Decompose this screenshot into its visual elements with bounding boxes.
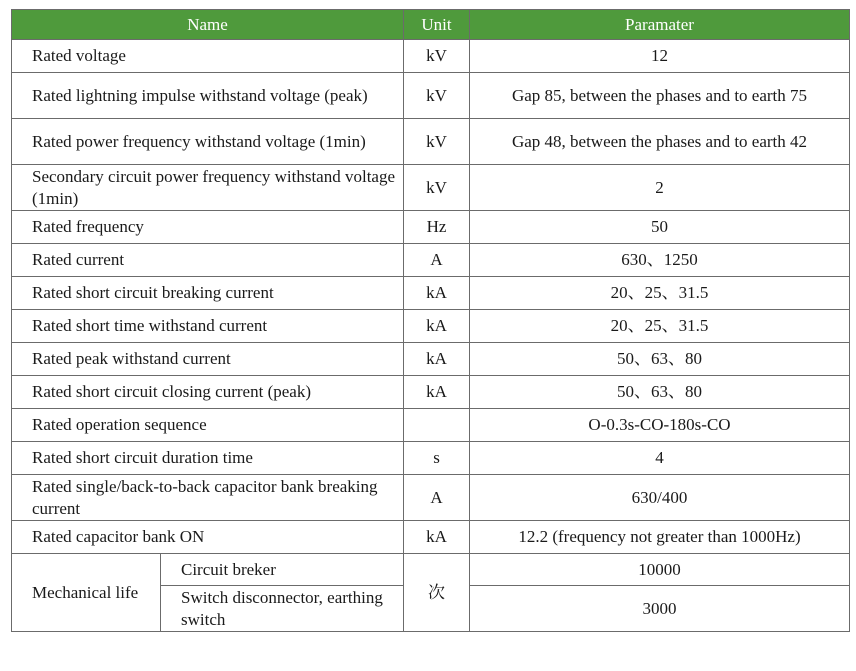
row-unit: Hz	[404, 211, 470, 244]
row-name: Rated lightning impulse withstand voltage (peak)	[12, 73, 404, 119]
table-row	[12, 475, 850, 521]
sub-item-name: Circuit breker	[161, 554, 404, 586]
row-value: 12	[470, 40, 850, 73]
row-name: Rated single/back-to-back capacitor bank breaking current	[12, 475, 404, 521]
row-name: Rated short circuit duration time	[12, 442, 404, 475]
row-unit: A	[404, 244, 470, 277]
table-row	[12, 211, 850, 244]
table-row	[12, 343, 850, 376]
row-value: 50、63、80	[470, 343, 850, 376]
row-unit: kA	[404, 277, 470, 310]
table-row	[12, 277, 850, 310]
row-name: Rated peak withstand current	[12, 343, 404, 376]
row-unit: kV	[404, 73, 470, 119]
sub-item-value: 3000	[470, 586, 850, 632]
row-value: 2	[470, 165, 850, 211]
mechanical-life-row	[12, 554, 850, 586]
row-value: 630/400	[470, 475, 850, 521]
row-value: 20、25、31.5	[470, 310, 850, 343]
row-unit: kV	[404, 119, 470, 165]
row-value: 4	[470, 442, 850, 475]
sub-item-name: Switch disconnector, earthing switch	[161, 586, 404, 632]
sub-item-value: 10000	[470, 554, 850, 586]
row-value: 20、25、31.5	[470, 277, 850, 310]
table-row	[12, 521, 850, 554]
row-value: O-0.3s-CO-180s-CO	[470, 409, 850, 442]
table-row	[12, 442, 850, 475]
row-value: 630、1250	[470, 244, 850, 277]
spec-table	[11, 9, 850, 632]
header-unit: Unit	[404, 10, 470, 40]
table-row	[12, 40, 850, 73]
row-name: Rated voltage	[12, 40, 404, 73]
header-row	[12, 10, 850, 40]
row-name: Rated current	[12, 244, 404, 277]
mechanical-life-unit: 次	[404, 554, 470, 632]
row-unit: kV	[404, 40, 470, 73]
row-unit: kA	[404, 376, 470, 409]
header-parameter: Paramater	[470, 10, 850, 40]
row-name: Rated short circuit closing current (peak)	[12, 376, 404, 409]
spec-table-container	[11, 9, 850, 632]
table-row	[12, 119, 850, 165]
row-unit: kA	[404, 310, 470, 343]
table-row	[12, 310, 850, 343]
row-unit: kV	[404, 165, 470, 211]
header-name: Name	[12, 10, 404, 40]
row-name: Secondary circuit power frequency withstand voltage (1min)	[12, 165, 404, 211]
table-row	[12, 376, 850, 409]
row-name: Rated short time withstand current	[12, 310, 404, 343]
row-name: Rated capacitor bank ON	[12, 521, 404, 554]
row-name: Rated power frequency withstand voltage (1min)	[12, 119, 404, 165]
table-row	[12, 409, 850, 442]
row-unit: s	[404, 442, 470, 475]
row-value: 12.2 (frequency not greater than 1000Hz)	[470, 521, 850, 554]
row-unit: A	[404, 475, 470, 521]
row-unit	[404, 409, 470, 442]
row-value: Gap 85, between the phases and to earth 75	[470, 73, 850, 119]
row-name: Rated operation sequence	[12, 409, 404, 442]
table-row	[12, 73, 850, 119]
row-value: 50	[470, 211, 850, 244]
row-name: Rated frequency	[12, 211, 404, 244]
row-value: 50、63、80	[470, 376, 850, 409]
row-unit: kA	[404, 343, 470, 376]
table-row	[12, 244, 850, 277]
row-name: Rated short circuit breaking current	[12, 277, 404, 310]
row-value: Gap 48, between the phases and to earth 42	[470, 119, 850, 165]
mechanical-life-label: Mechanical life	[12, 554, 161, 632]
table-row	[12, 165, 850, 211]
row-unit: kA	[404, 521, 470, 554]
